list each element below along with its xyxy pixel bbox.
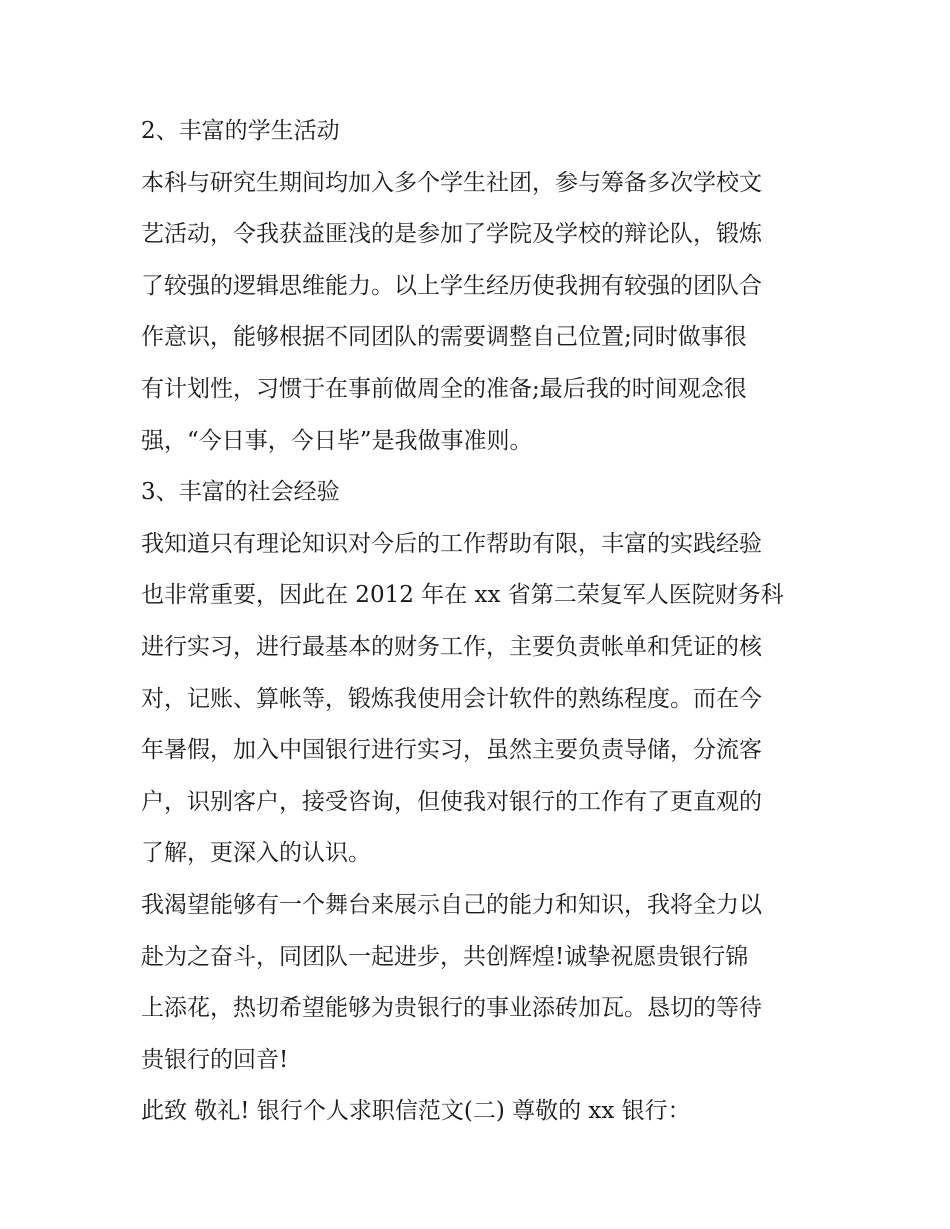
paragraph-line: 有计划性，习惯于在事前做周全的准备;最后我的时间观念很 <box>141 375 747 402</box>
paragraph-line: 上添花，热切希望能够为贵银行的事业添砖加瓦。恳切的等待 <box>141 995 762 1022</box>
paragraph-line: 了解，更深入的认识。 <box>141 840 371 867</box>
paragraph-line: 本科与研究生期间均加入多个学生社团，参与筹备多次学校文 <box>141 169 762 196</box>
paragraph-line: 对，记账、算帐等，锻炼我使用会计软件的熟练程度。而在今 <box>141 685 762 712</box>
paragraph-line: 了较强的逻辑思维能力。以上学生经历使我拥有较强的团队合 <box>141 272 762 299</box>
paragraph-line: 进行实习，进行最基本的财务工作，主要负责帐单和凭证的核 <box>141 633 762 660</box>
paragraph-line: 我知道只有理论知识对今后的工作帮助有限，丰富的实践经验 <box>141 530 762 557</box>
paragraph-line: 也非常重要，因此在 2012 年在 xx 省第二荣复军人医院财务科 <box>141 582 784 609</box>
paragraph-line: 贵银行的回音! <box>141 1046 289 1073</box>
paragraph-line: 我渴望能够有一个舞台来展示自己的能力和知识，我将全力以 <box>141 891 762 918</box>
paragraph-line: 艺活动，令我获益匪浅的是参加了学院及学校的辩论队，锻炼 <box>141 221 762 248</box>
paragraph-line: 强，“今日事，今日毕”是我做事准则。 <box>141 427 533 454</box>
section-heading-social-experience: 3、丰富的社会经验 <box>141 479 340 506</box>
paragraph-line: 年暑假，加入中国银行进行实习，虽然主要负责导储，分流客 <box>141 737 762 764</box>
closing-line: 此致 敬礼! 银行个人求职信范文(二) 尊敬的 xx 银行： <box>141 1098 691 1125</box>
paragraph-line: 户，识别客户，接受咨询，但使我对银行的工作有了更直观的 <box>141 788 762 815</box>
document-body <box>141 106 821 1138</box>
paragraph-line: 作意识，能够根据不同团队的需要调整自己位置;同时做事很 <box>141 324 747 351</box>
paragraph-line: 赴为之奋斗，同团队一起进步，共创辉煌!诚挚祝愿贵银行锦 <box>141 943 749 970</box>
section-heading-student-activities: 2、丰富的学生活动 <box>141 118 340 144</box>
